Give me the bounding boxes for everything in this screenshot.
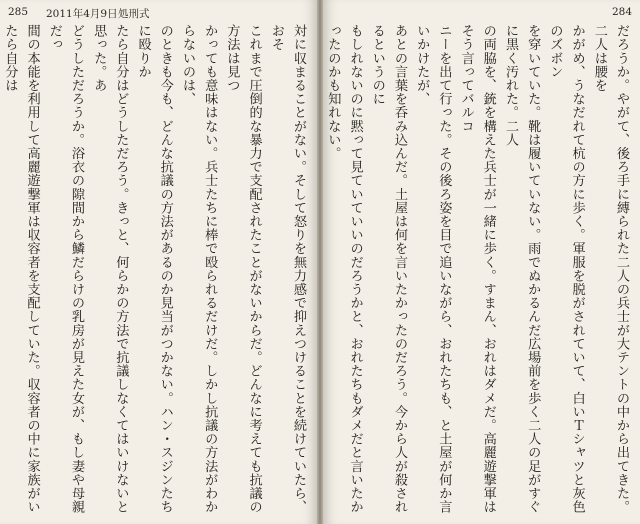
text-line: 対に収まることがない。そして怒りを無力感で抑えつけることを続けていたら、おそ (268, 24, 306, 514)
text-line: かっても意味はない。兵士たちに棒で殴られるだけだ。しかし抗議の方法がわからないのは、 (179, 24, 218, 514)
text-line: どうしただろうか。浴衣の隙間から鱗だらけの乳房が見えた女が、もし妻や母親だっ (46, 24, 84, 514)
left-page (0, 0, 317, 524)
text-line: これまで圧倒的な暴力で支配されたことがないからだ。どんなに考えても抗議の方法は見つ (224, 24, 262, 514)
text-line: のときも今も、どんな抗議の方法があるのか見当がつかない。ハン・スジンたちに殴りか (135, 24, 173, 514)
text-line: だろうか。やがて、後ろ手に縛られた二人の兵士が大テントの中から出てきた。二人は腰を (591, 24, 629, 514)
left-page-number: 285 (8, 6, 29, 18)
text-line: かがめ、うなだれて杭の方に歩く。軍服を脱がされていて、白いＴシャツと灰色のズボン (547, 24, 585, 514)
text-line: 間の本能を利用して高麗遊撃軍は収容者を支配していた。収容者の中に家族がいたら自分は (2, 24, 40, 514)
text-line: あとの言葉を呑み込んだ。土屋は何を言いたかったのだろう。今から人が殺されるというのに (369, 24, 407, 514)
text-line: たら自分はどうしただろう。きっと、何らかの方法で抗議しなくてはいけないと思った。あ (91, 24, 129, 514)
left-page-chapter-title: 処刑式 (118, 8, 150, 20)
left-page-body (2, 24, 309, 518)
right-page (323, 0, 640, 524)
right-page-body (325, 24, 632, 518)
text-line: を穿いていた。靴は履いていない。雨でぬかるんだ広場前を歩く二人の足がすぐに黒く汚れた。二人 (502, 24, 541, 514)
text-line: もしれないのに黙って見ていていいのだろうかと、おれたちもダメだと言いたかったのかも知れない。 (325, 24, 363, 514)
right-page-number: 284 (611, 6, 632, 18)
left-page-date: 2011年4月9日 (46, 8, 118, 20)
text-line: の両脇を、銃を構えた兵士が一緒に歩く。すまん、おれはダメだ。高麗遊撃軍はそう言ってバルコ (458, 24, 496, 514)
text-line: ニーを出て行った。その後ろ姿を目で追いながら、おれたちも、と土屋が何か言いかけたが、 (414, 24, 452, 514)
